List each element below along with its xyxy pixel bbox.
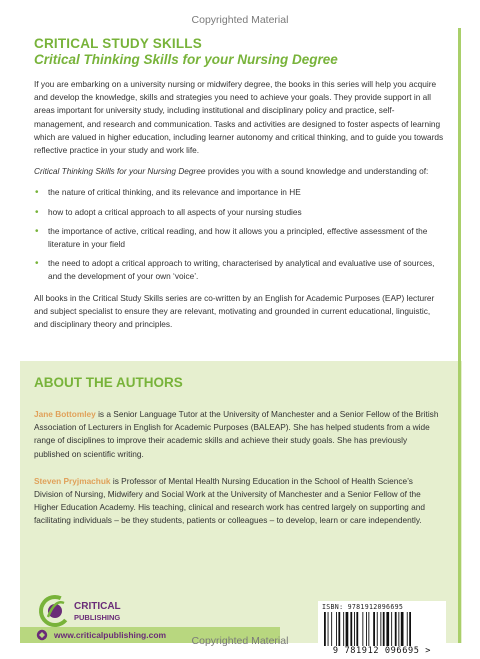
copyright-watermark-top: Copyrighted Material bbox=[191, 14, 289, 26]
provides-paragraph bbox=[34, 165, 444, 178]
bullet-icon: • bbox=[35, 225, 39, 237]
spine-edge-stripe bbox=[458, 28, 461, 643]
list-item bbox=[34, 186, 444, 199]
list-item bbox=[34, 257, 444, 283]
author-bio-2 bbox=[34, 475, 444, 528]
bullet-icon: • bbox=[35, 187, 39, 199]
critical-publishing-logo bbox=[38, 593, 148, 629]
list-item bbox=[34, 206, 444, 219]
book-title: Critical Thinking Skills for your Nursing Degree bbox=[34, 52, 338, 67]
barcode-box bbox=[318, 601, 446, 659]
author-bio-text-1: is a Senior Language Tutor at the University of Manchester and a Senior Fellow of the British Association of Lecturers in English for Academic Purposes (BALEAP). She has helped students from a wide range of disciplines to improve their academic skills and achieve their study goals. She has previously published on scientific writing. bbox=[34, 409, 439, 459]
bullet-icon: • bbox=[35, 206, 39, 218]
provides-book-title: Critical Thinking Skills for your Nursing Degree bbox=[34, 166, 206, 177]
isbn-label: ISBN: 9781912096695 bbox=[322, 603, 404, 611]
about-authors-section bbox=[20, 361, 462, 656]
back-cover bbox=[20, 28, 462, 656]
author-name-2: Steven Pryjmachuk bbox=[34, 475, 111, 486]
author-name-1: Jane Bottomley bbox=[34, 409, 96, 419]
author-bio-text-2: is Professor of Mental Health Nursing Education in the School of Health Science’s Division of Nursing, Midwifery and Social Work at the University of Manchester and a Senior Fellow of the Higher Education Academy. His teaching, clinical and research work has centred largely on supporting and facilitating individuals – be they students, patients or colleagues – to develop, learn or care independently. bbox=[34, 475, 425, 526]
publisher-url[interactable]: www.criticalpublishing.com bbox=[54, 630, 167, 640]
list-item-text: the need to adopt a critical approach to writing, characterised by analytical and evaluative use of sources, and the development of your own ‘voice’. bbox=[48, 258, 435, 282]
learning-points-list bbox=[34, 186, 444, 283]
intro-paragraph: If you are embarking on a university nursing or midwifery degree, the books in this series will help you acquire and develop the knowledge, skills and strategies you need to achieve your goals. They provide support in all areas important for university study, including institutional and disciplinary policy and practice, self-management, and research and communication. Tasks and activities are designed to foster aspects of learning which are valued in higher education, including learner autonomy and critical thinking, and to guide you towards reflective practice in your study and work life. bbox=[34, 79, 444, 156]
authors-heading: ABOUT THE AUTHORS bbox=[34, 375, 183, 390]
list-item-text: the importance of active, critical reading, and how it allows you a principled, effective assessment of the literature in your field bbox=[48, 225, 428, 250]
list-item bbox=[34, 225, 444, 251]
provides-lead-text: provides you with a sound knowledge and understanding of: bbox=[205, 166, 429, 177]
list-item-text: how to adopt a critical approach to all aspects of your nursing studies bbox=[48, 206, 302, 217]
author-bio-1 bbox=[34, 408, 444, 461]
barcode-digits: 9 781912 096695 > bbox=[332, 646, 432, 656]
series-title: CRITICAL STUDY SKILLS bbox=[34, 36, 202, 51]
logo-text-publishing: PUBLISHING bbox=[74, 613, 121, 622]
logo-text-critical: CRITICAL bbox=[74, 601, 121, 612]
bullet-icon: • bbox=[35, 258, 39, 270]
closing-paragraph: All books in the Critical Study Skills series are co-written by an English for Academic Purposes (EAP) lecturer and subject specialist to ensure they are relevant, motivating and grounded in current educational, linguistic, and disciplinary theory and principles. bbox=[34, 292, 435, 330]
description-section bbox=[34, 36, 444, 339]
list-item-text: the nature of critical thinking, and its relevance and importance in HE bbox=[48, 187, 301, 198]
copyright-watermark-bottom: Copyrighted Material bbox=[191, 635, 289, 647]
